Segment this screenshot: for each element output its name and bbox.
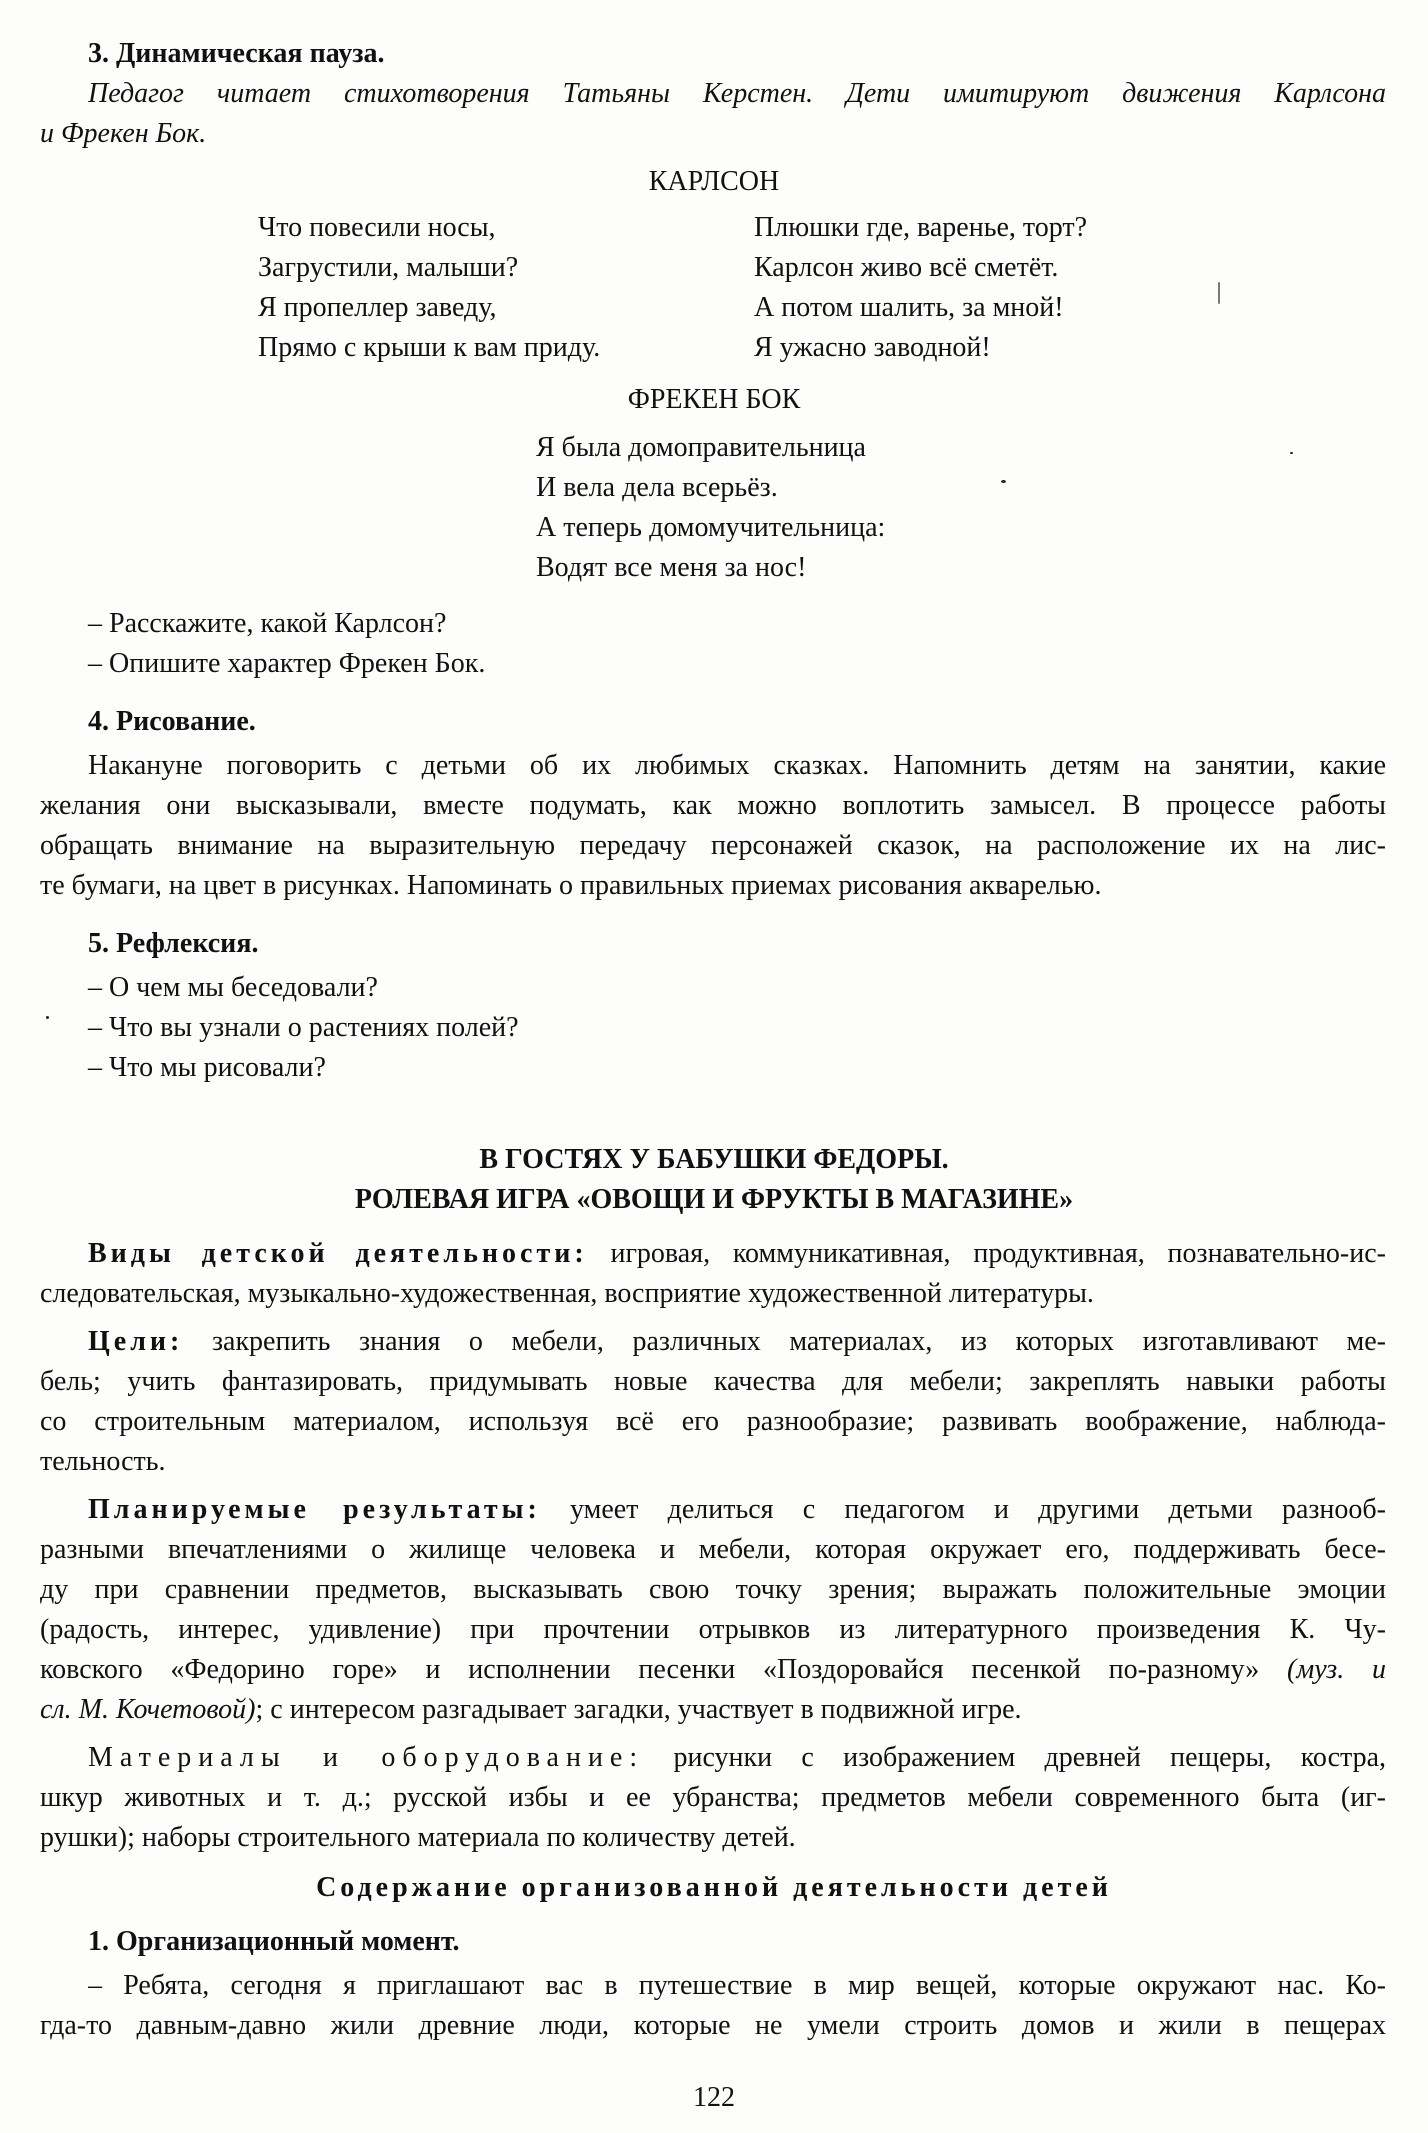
results-line: разными впечатлениями о жилище человека и мебели, которая окружает его, поддерживать бесе- (40, 1534, 1386, 1565)
poem-line: А теперь домомучительница: (536, 512, 886, 543)
paragraph-line: желания они высказывали, вместе подумать, как можно воплотить замысел. В процессе работы (40, 790, 1386, 821)
activities-line (88, 1234, 1386, 1274)
intro-line: Педагог читает стихотворения Татьяны Керстен. Дети имитируют движения Карлсона (88, 78, 1386, 109)
goals-label: Цели: (88, 1326, 184, 1357)
materials-line (88, 1738, 1386, 1778)
question-line: – О чем мы беседовали? (88, 972, 378, 1003)
paragraph-line: – Ребята, сегодня я приглашают вас в путешествие в мир вещей, которые окружают нас. Ко- (88, 1970, 1386, 2001)
results-line (40, 1690, 1022, 1730)
results-line (88, 1490, 1386, 1530)
materials-label: Материалы и оборудование: (88, 1742, 645, 1773)
poem-line: Я пропеллер заведу, (258, 292, 497, 323)
scan-speck (1001, 480, 1006, 483)
goals-text: закрепить знания о мебели, различных материалах, из которых изготавливают ме- (183, 1326, 1386, 1357)
question-line: – Что мы рисовали? (88, 1052, 326, 1083)
question-line: – Что вы узнали о растениях полей? (88, 1012, 519, 1043)
results-text-italic: (муз. и (1259, 1654, 1386, 1685)
goals-line: тельность. (40, 1446, 166, 1477)
materials-text: рисунки с изображением древней пещеры, костра, (644, 1742, 1386, 1773)
poem-line: А потом шалить, за мной! (754, 292, 1064, 323)
poem-title-freken-bok: ФРЕКЕН БОК (627, 384, 801, 415)
section-heading-drawing: 4. Рисование. (88, 706, 256, 737)
poem-line: Я была домоправительница (536, 432, 866, 463)
question-line: – Расскажите, какой Карлсон? (88, 608, 447, 639)
page-number: 122 (693, 2082, 735, 2113)
goals-line: бель; учить фантазировать, придумывать новые качества для мебели; закреплять навыки работы (40, 1366, 1386, 1397)
results-text: ковского «Федорино горе» и исполнении песенки «Поздоровайся песенкой по-разному» (40, 1654, 1260, 1685)
scan-speck (1218, 282, 1220, 304)
results-label: Планируемые результаты: (88, 1494, 541, 1525)
results-text-italic: сл. М. Кочетовой) (40, 1694, 256, 1725)
results-line (40, 1650, 1386, 1690)
section-heading-dynamic-pause: 3. Динамическая пауза. (88, 38, 385, 69)
paragraph-line: обращать внимание на выразительную передачу персонажей сказок, на расположение их на лис- (40, 830, 1386, 861)
poem-line: И вела дела всерьёз. (536, 472, 778, 503)
activities-text: игровая, коммуникативная, продуктивная, познавательно-ис- (587, 1238, 1386, 1269)
activities-label: Виды детской деятельности: (88, 1238, 588, 1269)
lesson-title-line1: В ГОСТЯХ У БАБУШКИ ФЕДОРЫ. (479, 1144, 949, 1175)
results-line: (радость, интерес, удивление) при прочтении отрывков из литературного произведения К. Чу- (40, 1614, 1386, 1645)
results-text: ; с интересом разгадывает загадки, участвует в подвижной игре. (255, 1694, 1022, 1725)
activities-line: следовательская, музыкально-художественная, восприятие художественной литературы. (40, 1278, 1094, 1309)
paragraph-line: Накануне поговорить с детьми об их любимых сказках. Напомнить детям на занятии, какие (88, 750, 1386, 781)
results-text: умеет делиться с педагогом и другими детьми разнооб- (540, 1494, 1386, 1525)
section-heading-org: 1. Организационный момент. (88, 1926, 460, 1957)
poem-title-carlson: КАРЛСОН (648, 166, 780, 197)
paragraph-line: те бумаги, на цвет в рисунках. Напоминать о правильных приемах рисования акварелью. (40, 870, 1102, 901)
poem-line: Плюшки где, варенье, торт? (754, 212, 1088, 243)
section-heading-reflection: 5. Рефлексия. (88, 928, 259, 959)
paragraph-line: гда-то давным-давно жили древние люди, которые не умели строить домов и жили в пещерах (40, 2010, 1386, 2041)
goals-line: со строительным материалом, используя всё его разнообразие; развивать воображение, наблюда- (40, 1406, 1386, 1437)
materials-line: рушки); наборы строительного материала по количеству детей. (40, 1822, 796, 1853)
lesson-title-line2: РОЛЕВАЯ ИГРА «ОВОЩИ И ФРУКТЫ В МАГАЗИНЕ» (354, 1184, 1074, 1215)
poem-line: Карлсон живо всё сметёт. (754, 252, 1059, 283)
poem-line: Загрустили, малыши? (258, 252, 519, 283)
poem-line: Что повесили носы, (258, 212, 496, 243)
goals-line (88, 1322, 1386, 1362)
poem-line: Водят все меня за нос! (536, 552, 807, 583)
poem-line: Прямо с крыши к вам приду. (258, 332, 601, 363)
materials-line: шкур животных и т. д.; русской избы и ее убранства; предметов мебели современного быта (иг- (40, 1782, 1386, 1813)
scan-speck (1290, 452, 1293, 454)
poem-line: Я ужасно заводной! (754, 332, 991, 363)
content-heading: Содержание организованной деятельности детей (316, 1872, 1112, 1903)
intro-line: и Фрекен Бок. (40, 118, 207, 149)
question-line: – Опишите характер Фрекен Бок. (88, 648, 486, 679)
results-line: ду при сравнении предметов, высказывать свою точку зрения; выражать положительные эмоции (40, 1574, 1386, 1605)
scan-speck (46, 1016, 49, 1019)
